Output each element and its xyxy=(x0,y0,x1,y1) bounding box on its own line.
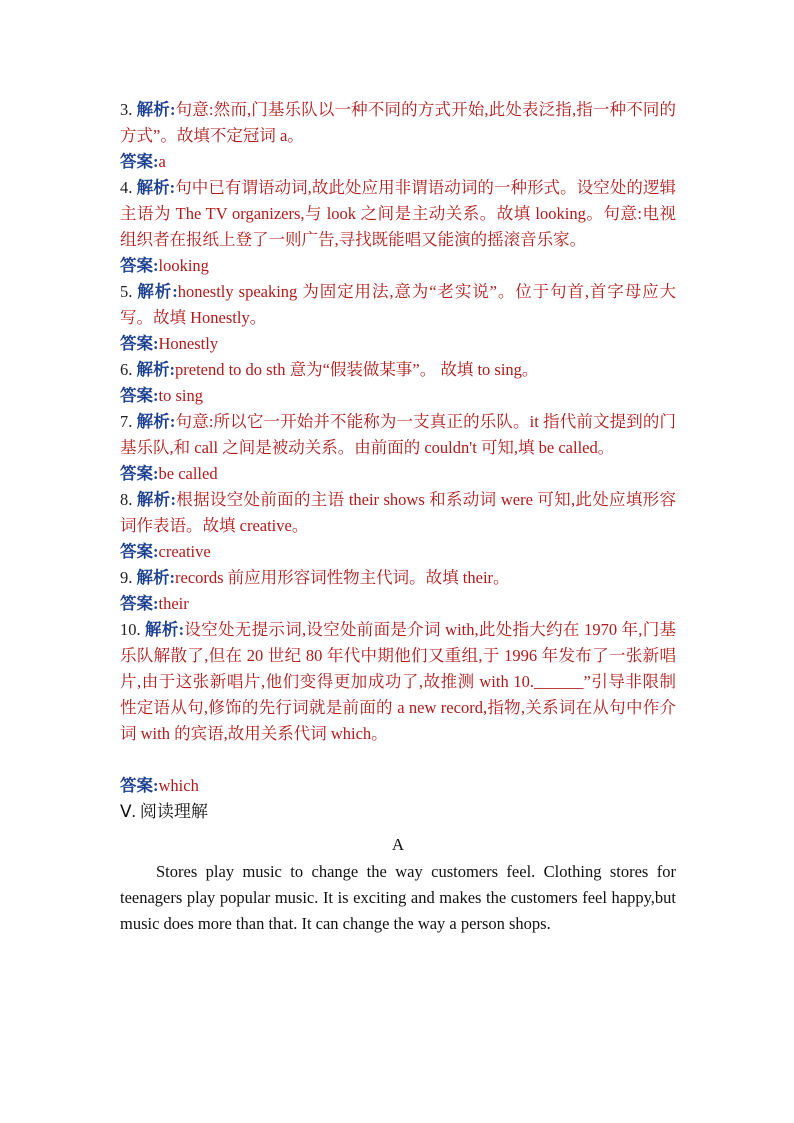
item-number: 9. xyxy=(120,568,133,587)
answer-line xyxy=(120,591,676,617)
analysis-label: 解析: xyxy=(136,178,176,197)
answer-text: to sing xyxy=(158,386,203,405)
passage-text: Stores play music to change the way customers feel. Clothing stores for teenagers play popular music. It is exciting and makes the customers feel happy,but music does more than that. It can change the way a person shops. xyxy=(120,862,676,933)
analysis-text: honestly speaking 为固定用法,意为“老实说”。位于句首,首字母应大写。故填 Honestly。 xyxy=(120,282,677,327)
answer-item-8 xyxy=(120,487,676,565)
answer-text: Honestly xyxy=(158,334,219,353)
answer-item-7 xyxy=(120,409,676,487)
item-number: 6. xyxy=(120,360,133,379)
analysis-text: 根据设空处前面的主语 their shows 和系动词 were 可知,此处应填形容词作表语。故填 creative。 xyxy=(120,490,676,535)
passage-letter: A xyxy=(391,835,405,854)
analysis-label: 解析: xyxy=(136,360,175,379)
answer-line xyxy=(120,149,676,175)
analysis-paragraph xyxy=(120,617,676,747)
analysis-text: 句意:所以它一开始并不能称为一支真正的乐队。it 指代前文提到的门基乐队,和 call 之间是被动关系。由前面的 couldn't 可知,填 be called。 xyxy=(120,412,677,457)
section-heading xyxy=(120,799,676,825)
analysis-text: 句意:然而,门基乐队以一种不同的方式开始,此处表泛指,指一种不同的方式”。故填不定冠词 a。 xyxy=(120,100,676,145)
item-number: 5. xyxy=(120,282,133,301)
analysis-label: 解析: xyxy=(137,282,178,301)
analysis-paragraph xyxy=(120,175,676,253)
analysis-text: 句中已有谓语动词,故此处应用非谓语动词的一种形式。设空处的逻辑主语为 The TV organizers,与 look 之间是主动关系。故填 looking。句意:电视组织者在报纸上登了一则广告,寻找既能唱又能演的摇滚音乐家。 xyxy=(120,178,677,249)
answer-label: 答案: xyxy=(120,464,159,483)
analysis-paragraph xyxy=(120,357,676,383)
answer-item-4 xyxy=(120,175,676,279)
section-title: 阅读理解 xyxy=(139,802,208,822)
answer-text: their xyxy=(158,594,189,613)
answer-label: 答案: xyxy=(120,542,159,561)
answer-label: 答案: xyxy=(120,256,159,275)
analysis-paragraph xyxy=(120,409,676,461)
answer-text: creative xyxy=(158,542,211,561)
answer-line xyxy=(120,461,676,487)
section-number: Ⅴ. xyxy=(120,802,136,821)
answer-item-9 xyxy=(120,565,676,617)
analysis-paragraph xyxy=(120,487,676,539)
answer-label: 答案: xyxy=(120,386,159,405)
analysis-paragraph xyxy=(120,565,676,591)
document-page xyxy=(120,97,676,937)
item-number: 8. xyxy=(120,490,133,509)
answer-label: 答案: xyxy=(120,334,159,353)
analysis-paragraph xyxy=(120,279,676,331)
answer-text: which xyxy=(158,776,199,795)
analysis-text: 设空处无提示词,设空处前面是介词 with,此处指大约在 1970 年,门基乐队解散了,但在 20 世纪 80 年代中期他们又重组,于 1996 年发布了一张新唱片,由于这张新唱片,他们变得更加成功了,故推测 with 10.______”引导非限制性定语从句,修饰的先行词就是前面的 a new record,指物,关系词在从句中作介词 with 的宾语,故用关系代词 which。 xyxy=(120,620,677,743)
item-number: 10. xyxy=(120,620,141,639)
spacer xyxy=(120,747,676,773)
answer-label: 答案: xyxy=(120,776,159,795)
analysis-text: pretend to do sth 意为“假装做某事”。 故填 to sing。 xyxy=(175,360,539,379)
answer-item-3 xyxy=(120,97,676,175)
answer-line xyxy=(120,773,676,799)
analysis-label: 解析: xyxy=(136,568,175,587)
answer-text: looking xyxy=(158,256,209,275)
answer-label: 答案: xyxy=(120,594,159,613)
answer-line xyxy=(120,539,676,565)
item-number: 4. xyxy=(120,178,133,197)
answer-item-5 xyxy=(120,279,676,357)
answer-item-10 xyxy=(120,617,676,799)
item-number: 7. xyxy=(120,412,133,431)
answer-line xyxy=(120,253,676,279)
analysis-text: records 前应用形容词性物主代词。故填 their。 xyxy=(175,568,510,587)
answer-text: a xyxy=(158,152,166,171)
answer-text: be called xyxy=(158,464,218,483)
analysis-label: 解析: xyxy=(136,412,176,431)
item-number: 3. xyxy=(120,100,133,119)
answer-line xyxy=(120,331,676,357)
analysis-paragraph xyxy=(120,97,676,149)
analysis-label: 解析: xyxy=(136,100,176,119)
analysis-label: 解析: xyxy=(145,620,185,639)
answer-line xyxy=(120,383,676,409)
answer-item-6 xyxy=(120,357,676,409)
answer-label: 答案: xyxy=(120,152,159,171)
analysis-label: 解析: xyxy=(136,490,176,509)
